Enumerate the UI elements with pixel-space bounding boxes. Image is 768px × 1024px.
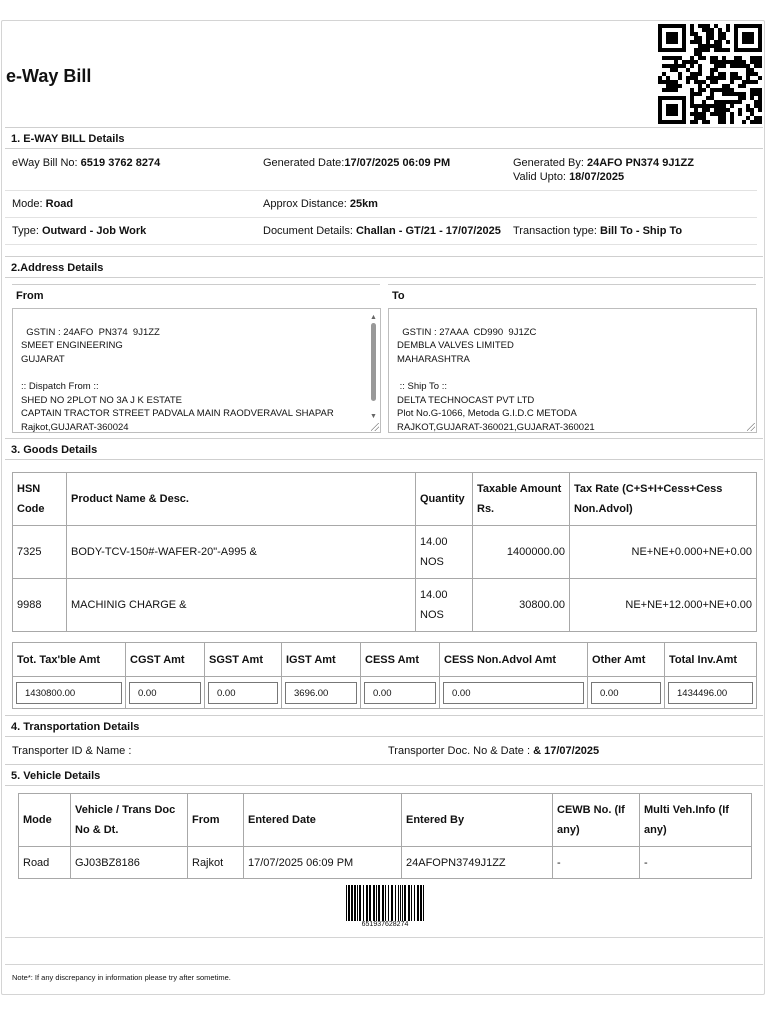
other-amt-header: Other Amt — [588, 643, 665, 677]
bill-row-3 — [5, 218, 757, 245]
quantity-header: Quantity — [416, 473, 473, 526]
vehicle-mode-cell: Road — [19, 847, 71, 879]
transport-row — [5, 738, 757, 764]
cgst-header: CGST Amt — [126, 643, 205, 677]
scroll-down-icon[interactable]: ▼ — [370, 413, 377, 421]
section-goods-details: 3. Goods Details — [5, 438, 763, 460]
total-taxable-field[interactable]: 1430800.00 — [16, 682, 122, 704]
resize-handle-icon[interactable] — [371, 423, 379, 431]
to-address-text: GSTIN : 27AAA CD990 9J1ZC DEMBLA VALVES LIMITED MAHARASHTRA :: Ship To :: DELTA TECHNOCAST PVT LTD Plot No.G-1066, Metoda G.I.D.C METODA RAJKOT,GUJARAT-360021,GUJARAT-360021 — [397, 326, 595, 433]
cess-nonadvol-header: CESS Non.Advol Amt — [440, 643, 588, 677]
barcode — [345, 885, 425, 921]
product-cell: BODY-TCV-150#-WAFER-20"-A995 & — [67, 526, 416, 579]
barcode-number: 651937628274 — [361, 921, 409, 928]
product-cell: MACHINIG CHARGE & — [67, 579, 416, 632]
transaction-type: Transaction type: Bill To - Ship To — [513, 225, 683, 237]
hsn-header: HSN Code — [13, 473, 67, 526]
taxable-cell: 1400000.00 — [473, 526, 570, 579]
resize-handle-icon[interactable] — [747, 423, 755, 431]
cgst-field[interactable]: 0.00 — [129, 682, 201, 704]
multi-veh-cell: - — [640, 847, 752, 879]
hsn-cell: 9988 — [13, 579, 67, 632]
type: Type: Outward - Job Work — [12, 225, 147, 237]
entered-by-header: Entered By — [402, 794, 553, 847]
generated-by: Generated By: 24AFO PN374 9J1ZZ Valid Upto: 18/07/2025 — [513, 157, 694, 183]
entered-date-header: Entered Date — [244, 794, 402, 847]
multi-veh-header: Multi Veh.Info (If any) — [640, 794, 752, 847]
section-eway-details: 1. E-WAY BILL Details — [5, 127, 763, 149]
cess-field[interactable]: 0.00 — [364, 682, 436, 704]
cess-header: CESS Amt — [361, 643, 440, 677]
table-row — [19, 847, 752, 879]
from-label: From — [16, 290, 44, 302]
igst-header: IGST Amt — [282, 643, 361, 677]
total-inv-header: Total Inv.Amt — [665, 643, 757, 677]
sgst-header: SGST Amt — [205, 643, 282, 677]
approx-distance: Approx Distance: 25km — [263, 198, 378, 210]
entered-by-cell: 24AFOPN3749J1ZZ — [402, 847, 553, 879]
other-amt-field[interactable]: 0.00 — [591, 682, 661, 704]
vehicle-mode-header: Mode — [19, 794, 71, 847]
from-address-scrollbar[interactable] — [369, 311, 378, 422]
qr-code — [658, 24, 762, 124]
goods-table — [12, 472, 757, 632]
quantity-cell: 14.00 NOS — [416, 579, 473, 632]
to-label: To — [392, 290, 405, 302]
bill-row-1 — [5, 150, 757, 191]
tax-rate-header: Tax Rate (C+S+I+Cess+Cess Non.Advol) — [570, 473, 757, 526]
total-taxable-header: Tot. Tax'ble Amt — [13, 643, 126, 677]
taxable-header: Taxable Amount Rs. — [473, 473, 570, 526]
igst-field[interactable]: 3696.00 — [285, 682, 357, 704]
scroll-thumb[interactable] — [371, 323, 376, 401]
product-header: Product Name & Desc. — [67, 473, 416, 526]
sgst-field[interactable]: 0.00 — [208, 682, 278, 704]
vehicle-table — [18, 793, 752, 879]
vehicle-from-header: From — [188, 794, 244, 847]
table-row — [13, 526, 757, 579]
vehicle-from-cell: Rajkot — [188, 847, 244, 879]
section-vehicle-details: 5. Vehicle Details — [5, 764, 763, 786]
entered-date-cell: 17/07/2025 06:09 PM — [244, 847, 402, 879]
table-row — [13, 579, 757, 632]
cewb-header: CEWB No. (If any) — [553, 794, 640, 847]
totals-table — [12, 642, 757, 709]
to-address-textarea[interactable] — [388, 308, 757, 433]
vehicle-no-header: Vehicle / Trans Doc No & Dt. — [71, 794, 188, 847]
total-inv-field[interactable]: 1434496.00 — [668, 682, 753, 704]
hsn-cell: 7325 — [13, 526, 67, 579]
cess-nonadvol-field[interactable]: 0.00 — [443, 682, 584, 704]
from-address-text: GSTIN : 24AFO PN374 9J1ZZ SMEET ENGINEERING GUJARAT :: Dispatch From :: SHED NO 2PLOT NO 3A J K ESTATE CAPTAIN TRACTOR STREET PADVALA MAIN RAODVERAVAL SHAPAR Rajkot,GUJARAT-360024 — [21, 326, 334, 433]
mode: Mode: Road — [12, 198, 74, 210]
vehicle-no-cell: GJ03BZ8186 — [71, 847, 188, 879]
scroll-up-icon[interactable]: ▲ — [370, 314, 377, 321]
transporter-doc: Transporter Doc. No & Date : & 17/07/2025 — [388, 745, 600, 757]
tax-rate-cell: NE+NE+0.000+NE+0.00 — [570, 526, 757, 579]
document-details: Document Details: Challan - GT/21 - 17/07/2025 — [263, 225, 501, 237]
tax-rate-cell: NE+NE+12.000+NE+0.00 — [570, 579, 757, 632]
taxable-cell: 30800.00 — [473, 579, 570, 632]
cewb-cell: - — [553, 847, 640, 879]
from-address-textarea[interactable] — [12, 308, 381, 433]
bill-row-2 — [5, 191, 757, 218]
generated-date: Generated Date:17/07/2025 06:09 PM — [263, 157, 451, 169]
page-title: e-Way Bill — [6, 66, 92, 86]
footer-note: Note*: If any discrepancy in information please try after sometime. — [12, 973, 231, 982]
transporter-id-label: Transporter ID & Name : — [12, 745, 132, 757]
section-transportation-details: 4. Transportation Details — [5, 715, 763, 737]
eway-bill-no: eWay Bill No: 6519 3762 8274 — [12, 157, 161, 169]
quantity-cell: 14.00 NOS — [416, 526, 473, 579]
section-address-details: 2.Address Details — [5, 256, 763, 278]
